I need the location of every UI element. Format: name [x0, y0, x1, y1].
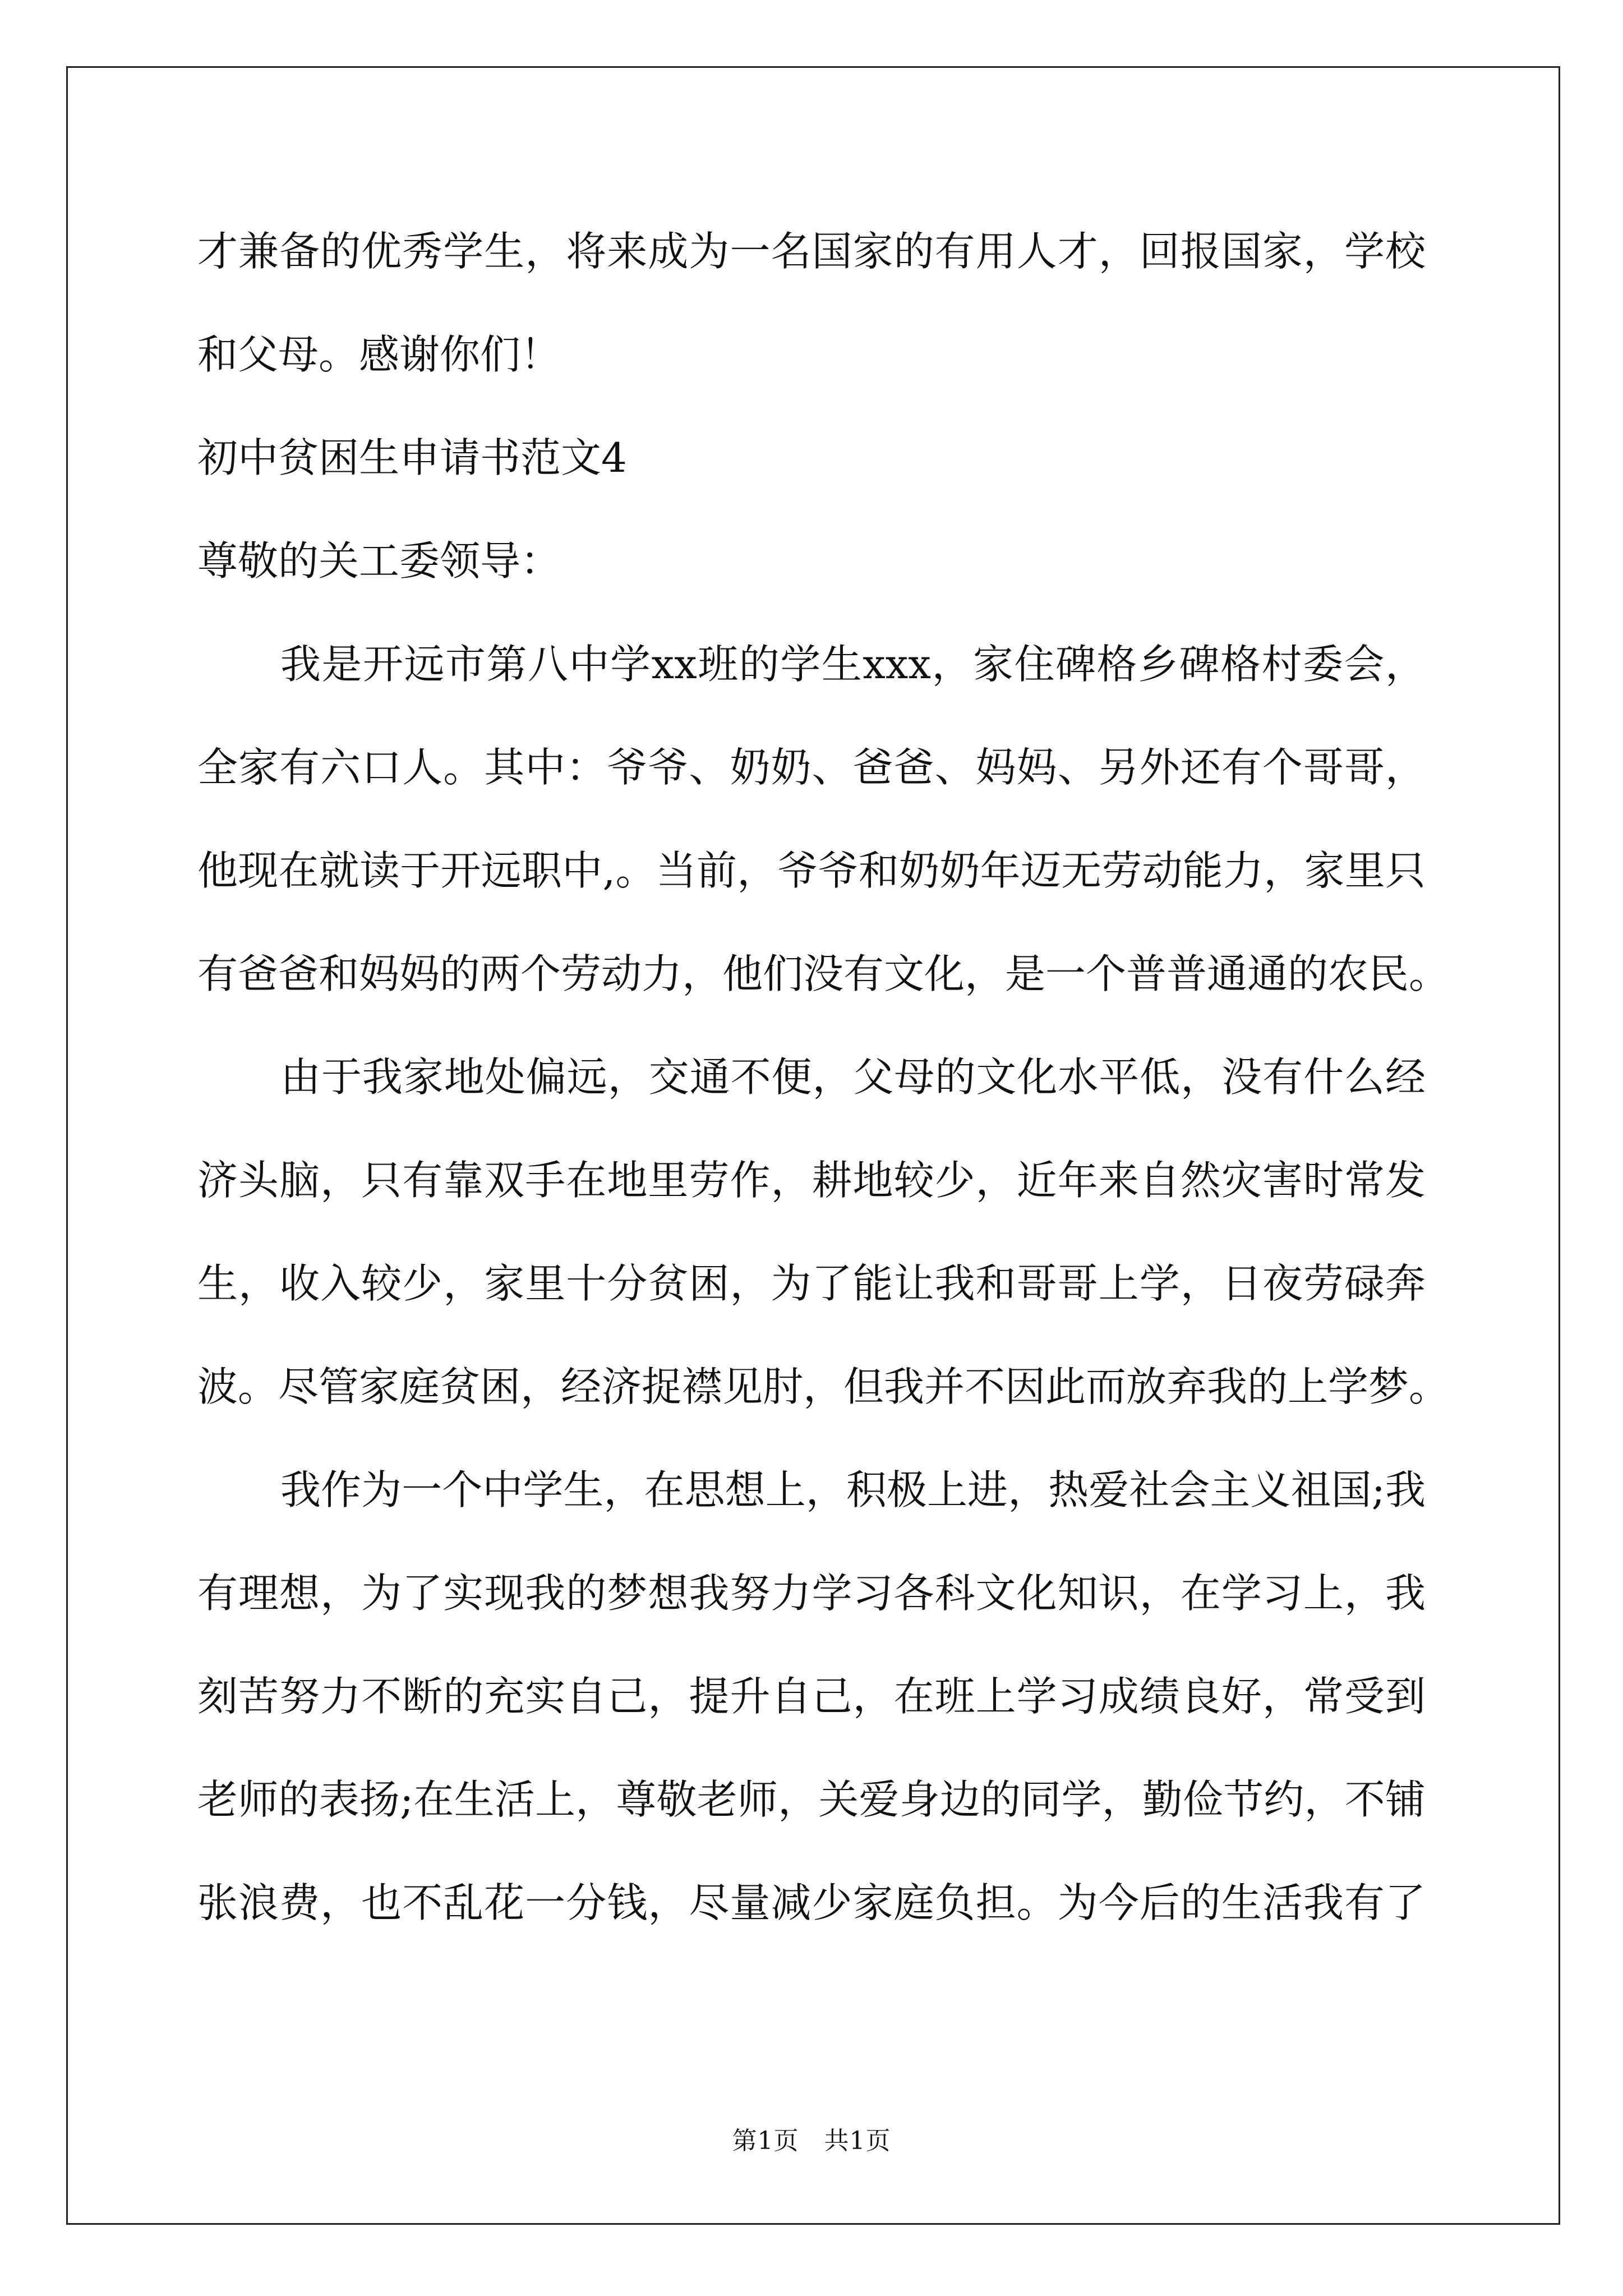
- text-line: 全家有六口人。其中：爷爷、奶奶、爸爸、妈妈、另外还有个哥哥，: [197, 744, 1426, 791]
- text-line: 波。尽管家庭贫困，经济捉襟见肘，但我并不因此而放弃我的上学梦。: [197, 1363, 1450, 1410]
- text-line: 老师的表扬;在生活上，尊敬老师，关爱身边的同学，勤俭节约，不铺: [197, 1776, 1426, 1823]
- document-body: [197, 200, 1450, 1954]
- paragraph-start: 由于我家地处偏远，交通不便，父母的文化水平低，没有什么经: [280, 1053, 1426, 1101]
- text-line: 才兼备的优秀学生，将来成为一名国家的有用人才，回报国家，学校: [197, 228, 1426, 275]
- text-line: 有理想，为了实现我的梦想我努力学习各科文化知识，在学习上，我: [197, 1570, 1426, 1617]
- text-line: 张浪费，也不乱花一分钱，尽量减少家庭负担。为今后的生活我有了: [197, 1879, 1426, 1926]
- section-title: 初中贫困生申请书范文4: [197, 434, 627, 481]
- text-line: 济头脑，只有靠双手在地里劳作，耕地较少，近年来自然灾害时常发: [197, 1157, 1426, 1204]
- text-line: 生，收入较少，家里十分贫困，为了能让我和哥哥上学，日夜劳碌奔: [197, 1260, 1426, 1307]
- paragraph-start: 我是开远市第八中学xx班的学生xxx，家住碑格乡碑格村委会，: [280, 641, 1426, 688]
- text-line: 他现在就读于开远职中,。当前，爷爷和奶奶年迈无劳动能力，家里只: [197, 847, 1426, 894]
- text-line: 有爸爸和妈妈的两个劳动力，他们没有文化，是一个普普通通的农民。: [197, 950, 1450, 997]
- text-line: 和父母。感谢你们！: [197, 331, 561, 378]
- page-footer: 第1页 共1页: [732, 2127, 891, 2155]
- text-line: 刻苦努力不断的充实自己，提升自己，在班上学习成绩良好，常受到: [197, 1673, 1426, 1720]
- salutation: 尊敬的关工委领导：: [197, 537, 561, 585]
- paragraph-start: 我作为一个中学生，在思想上，积极上进，热爱社会主义祖国;我: [280, 1466, 1426, 1513]
